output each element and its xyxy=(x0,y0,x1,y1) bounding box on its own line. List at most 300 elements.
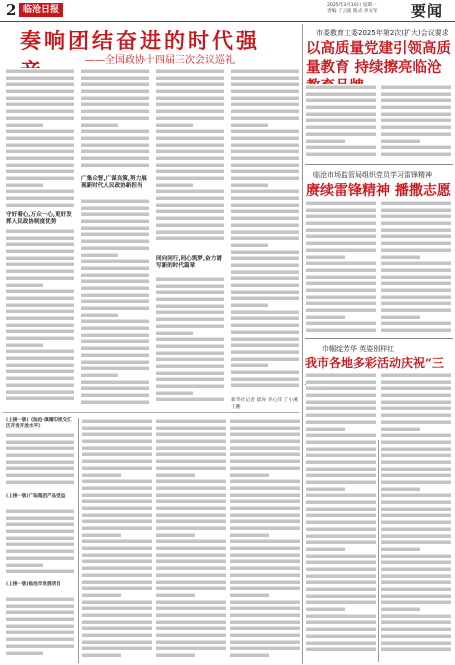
text-line xyxy=(82,451,152,458)
lead-subhead-3: 同向同行,同心筑梦,奋力谱写新的时代篇章 xyxy=(156,256,222,269)
text-line xyxy=(381,327,451,334)
text-line xyxy=(156,208,224,215)
text-line xyxy=(306,566,376,573)
text-line xyxy=(156,235,224,242)
text-line xyxy=(230,498,300,505)
text-line xyxy=(82,505,152,512)
text-line xyxy=(82,558,152,565)
text-line xyxy=(306,432,376,439)
text-line xyxy=(230,485,300,492)
short-item-heading: (上接一版)临沧市发展项目 xyxy=(6,582,61,587)
lead-subhead-2: 广集众智,广谋良策,努力展现新时代人民政协新担当 xyxy=(81,176,147,189)
text-line xyxy=(81,225,149,232)
text-line xyxy=(381,117,451,124)
text-line xyxy=(6,355,74,362)
right-mid-kicker: 临沧市场监管局组织党员学习雷锋精神 xyxy=(313,171,432,179)
text-line xyxy=(6,432,74,439)
text-line xyxy=(306,459,376,466)
text-line xyxy=(6,182,43,189)
text-line xyxy=(156,478,226,485)
text-line xyxy=(81,115,149,122)
text-line xyxy=(306,613,376,620)
text-line xyxy=(230,518,300,525)
text-line xyxy=(82,465,152,472)
paper-logo: 临沧日报 xyxy=(19,3,63,17)
text-line xyxy=(381,287,451,294)
text-line xyxy=(82,652,121,659)
text-line xyxy=(306,619,376,626)
text-line xyxy=(81,372,118,379)
text-line xyxy=(6,342,43,349)
text-line xyxy=(156,135,224,142)
text-line xyxy=(6,122,43,129)
text-line xyxy=(81,162,149,169)
text-line xyxy=(231,202,299,209)
text-line xyxy=(306,392,376,399)
text-line xyxy=(156,451,226,458)
text-line xyxy=(82,612,152,619)
text-line xyxy=(230,652,269,659)
text-line xyxy=(231,155,299,162)
text-line xyxy=(306,274,376,281)
text-line xyxy=(381,533,451,540)
text-line xyxy=(6,452,74,459)
text-line xyxy=(381,459,451,466)
text-line xyxy=(381,539,451,546)
text-line xyxy=(381,144,451,151)
text-line xyxy=(156,316,224,323)
text-line xyxy=(231,142,299,149)
text-line xyxy=(381,97,451,104)
date-line: 2025年3月10日 星期一 xyxy=(327,3,377,8)
text-line xyxy=(381,247,451,254)
text-line xyxy=(82,478,152,485)
text-line xyxy=(231,262,299,269)
text-line xyxy=(156,445,226,452)
text-line xyxy=(156,95,224,102)
text-line xyxy=(6,465,74,472)
text-line xyxy=(231,376,299,383)
text-line xyxy=(6,568,74,575)
text-line xyxy=(156,122,193,129)
text-line xyxy=(156,356,224,363)
text-line xyxy=(82,572,152,579)
text-line xyxy=(381,439,451,446)
text-line xyxy=(82,458,152,465)
right-bottom-kicker: 巾帼绽芳华 英姿别样红 xyxy=(322,345,395,353)
text-line xyxy=(381,506,451,513)
text-line xyxy=(306,144,376,151)
text-line xyxy=(231,242,268,249)
text-line xyxy=(306,385,376,392)
text-line xyxy=(381,111,451,118)
text-line xyxy=(81,245,149,252)
text-line xyxy=(156,512,226,519)
text-line xyxy=(6,515,74,522)
text-line xyxy=(381,553,451,560)
text-line xyxy=(231,195,299,202)
text-line xyxy=(230,592,269,599)
right-top-body xyxy=(381,84,451,162)
text-line xyxy=(81,101,149,108)
text-line xyxy=(231,329,299,336)
text-line xyxy=(231,295,299,302)
text-line xyxy=(381,294,451,301)
text-line xyxy=(6,609,74,616)
text-line xyxy=(230,532,269,539)
text-line xyxy=(82,579,152,586)
text-line xyxy=(306,499,376,506)
text-line xyxy=(381,626,451,633)
text-line xyxy=(231,122,268,129)
text-line xyxy=(381,452,451,459)
text-line xyxy=(156,343,224,350)
text-line xyxy=(6,101,74,108)
column-divider xyxy=(378,440,379,662)
text-line xyxy=(156,336,224,343)
text-line xyxy=(381,91,451,98)
text-line xyxy=(156,418,226,425)
text-line xyxy=(306,84,376,91)
text-line xyxy=(381,267,451,274)
short-item-heading: (上接一版)广临集团产品受益 xyxy=(6,494,66,499)
text-line xyxy=(81,231,149,238)
text-line xyxy=(82,518,152,525)
text-line xyxy=(81,211,149,218)
text-line xyxy=(156,88,224,95)
lead-headline: 奏响团结奋进的时代强 xyxy=(20,28,260,53)
text-line xyxy=(6,508,74,515)
text-line xyxy=(81,272,149,279)
text-line xyxy=(82,472,121,479)
right-top-headline: 以高质量党建引领高质量教育 持续擦亮临沧 xyxy=(306,40,451,76)
text-line xyxy=(156,465,226,472)
short-item-body xyxy=(6,508,74,578)
text-line xyxy=(156,168,224,175)
text-line xyxy=(306,646,376,653)
text-line xyxy=(6,162,74,169)
text-line xyxy=(231,255,299,262)
text-line xyxy=(6,302,74,309)
text-line xyxy=(156,195,224,202)
page-number: 2 xyxy=(6,1,17,19)
text-line xyxy=(306,446,376,453)
text-line xyxy=(306,573,376,580)
text-line xyxy=(156,75,224,82)
text-line xyxy=(156,101,224,108)
text-line xyxy=(381,274,451,281)
text-line xyxy=(231,322,299,329)
text-line xyxy=(306,260,376,267)
text-line xyxy=(6,115,74,122)
text-line xyxy=(6,168,74,175)
text-line xyxy=(81,218,149,225)
text-line xyxy=(81,148,149,155)
text-line xyxy=(156,605,226,612)
text-line xyxy=(156,612,226,619)
text-line xyxy=(6,155,74,162)
text-line xyxy=(82,525,152,532)
text-line xyxy=(156,330,193,337)
text-line xyxy=(230,558,300,565)
text-line xyxy=(81,81,149,88)
right-top-body xyxy=(306,84,376,162)
text-line xyxy=(6,348,74,355)
text-line xyxy=(82,532,121,539)
text-line xyxy=(231,336,299,343)
text-line xyxy=(381,512,451,519)
text-line xyxy=(156,202,224,209)
text-line xyxy=(306,97,376,104)
text-line xyxy=(156,552,226,559)
text-line xyxy=(306,254,345,261)
text-line xyxy=(230,645,300,652)
text-line xyxy=(156,431,226,438)
text-line xyxy=(381,207,451,214)
text-line xyxy=(81,198,149,205)
text-line xyxy=(306,593,376,600)
text-line xyxy=(81,265,149,272)
text-line xyxy=(156,162,224,169)
text-line xyxy=(306,486,345,493)
text-line xyxy=(381,559,451,566)
text-line xyxy=(381,486,420,493)
text-line xyxy=(156,525,226,532)
text-line xyxy=(231,175,299,182)
text-line xyxy=(6,248,74,255)
text-line xyxy=(6,288,74,295)
text-line xyxy=(306,247,376,254)
text-line xyxy=(381,227,451,234)
right-top-kicker: 市委教育工委2025年第2次(扩大)会议要求 xyxy=(316,29,449,37)
text-line xyxy=(156,115,224,122)
text-line xyxy=(81,312,118,319)
lead-body-column xyxy=(156,68,224,248)
text-line xyxy=(6,128,74,135)
text-line xyxy=(82,619,152,626)
text-line xyxy=(82,565,152,572)
text-line xyxy=(156,323,224,330)
short-item-body xyxy=(6,596,74,660)
text-line xyxy=(381,479,451,486)
text-line xyxy=(81,325,149,332)
text-line xyxy=(156,639,226,646)
text-line xyxy=(230,472,269,479)
text-line xyxy=(230,625,300,632)
text-line xyxy=(381,432,451,439)
text-line xyxy=(306,280,376,287)
text-line xyxy=(381,240,451,247)
text-line xyxy=(156,283,224,290)
text-line xyxy=(156,645,226,652)
text-line xyxy=(6,81,74,88)
text-line xyxy=(231,108,299,115)
text-line xyxy=(231,182,268,189)
text-line xyxy=(81,399,149,406)
text-line xyxy=(156,396,224,403)
text-line xyxy=(306,553,376,560)
text-line xyxy=(381,405,451,412)
text-line xyxy=(156,68,224,75)
text-line xyxy=(6,535,74,542)
text-line xyxy=(381,379,451,386)
text-line xyxy=(230,572,300,579)
text-line xyxy=(306,314,345,321)
text-line xyxy=(306,213,376,220)
text-line xyxy=(381,619,451,626)
text-line xyxy=(81,292,149,299)
text-line xyxy=(231,88,299,95)
text-line xyxy=(6,459,74,466)
text-line xyxy=(156,619,226,626)
text-line xyxy=(231,148,299,155)
text-line xyxy=(6,439,74,446)
text-line xyxy=(6,382,74,389)
text-line xyxy=(156,81,224,88)
text-line xyxy=(231,115,299,122)
continuation-column xyxy=(156,418,226,660)
text-line xyxy=(81,205,149,212)
lead-body-column xyxy=(81,68,149,174)
text-line xyxy=(6,368,74,375)
text-line xyxy=(81,135,149,142)
text-line xyxy=(6,135,74,142)
text-line xyxy=(230,585,300,592)
section-divider xyxy=(305,164,453,165)
text-line xyxy=(6,389,74,396)
text-line xyxy=(381,131,451,138)
right-mid-body xyxy=(306,200,376,336)
lead-byline: 新华社记者 翟涛 李心萍 丁小溪 王鹏 xyxy=(231,398,298,410)
text-line xyxy=(230,619,300,626)
text-line xyxy=(381,419,451,426)
text-line xyxy=(82,425,152,432)
text-line xyxy=(156,498,226,505)
text-line xyxy=(81,95,149,102)
text-line xyxy=(230,599,300,606)
right-bottom-body xyxy=(381,372,451,660)
text-line xyxy=(230,451,300,458)
text-line xyxy=(230,632,300,639)
text-line xyxy=(6,629,74,636)
text-line xyxy=(6,108,74,115)
text-line xyxy=(81,385,149,392)
text-line xyxy=(6,562,43,569)
text-line xyxy=(381,200,451,207)
text-line xyxy=(82,632,152,639)
text-line xyxy=(230,565,300,572)
text-line xyxy=(156,309,224,316)
text-line xyxy=(230,639,300,646)
text-line xyxy=(6,308,74,315)
text-line xyxy=(381,412,451,419)
text-line xyxy=(156,632,226,639)
text-line xyxy=(306,472,376,479)
text-line xyxy=(82,599,152,606)
text-line xyxy=(306,492,376,499)
text-line xyxy=(6,636,74,643)
text-line xyxy=(156,558,226,565)
section-title: 要闻 xyxy=(411,2,444,20)
text-line xyxy=(156,215,224,222)
text-line xyxy=(230,458,300,465)
text-line xyxy=(306,287,376,294)
text-line xyxy=(156,505,226,512)
text-line xyxy=(306,307,376,314)
text-line xyxy=(81,88,149,95)
text-line xyxy=(6,521,74,528)
text-line xyxy=(82,498,152,505)
text-line xyxy=(82,512,152,519)
text-line xyxy=(381,138,420,145)
text-line xyxy=(156,390,193,397)
text-line xyxy=(306,539,376,546)
short-item-body xyxy=(6,432,74,490)
continuation-column xyxy=(230,418,300,660)
text-line xyxy=(6,315,74,322)
text-line xyxy=(306,439,376,446)
text-line xyxy=(230,478,300,485)
right-mid-headline: 赓续雷锋精神 播撒志愿 xyxy=(306,183,451,199)
text-line xyxy=(231,81,299,88)
text-line xyxy=(381,104,451,111)
text-line xyxy=(6,362,74,369)
text-line xyxy=(230,438,300,445)
text-line xyxy=(6,68,74,75)
editor-line: 责编:丁云波 版式:李文军 xyxy=(327,9,378,14)
text-line xyxy=(156,438,226,445)
text-line xyxy=(6,295,74,302)
text-line xyxy=(306,626,376,633)
text-line xyxy=(306,151,376,158)
text-line xyxy=(156,289,224,296)
text-line xyxy=(81,142,149,149)
text-line xyxy=(81,278,149,285)
text-line xyxy=(306,419,376,426)
lead-subhead-1: 守好着心,万众一心,更好发挥人民政协制度优势 xyxy=(6,212,72,225)
text-line xyxy=(306,117,376,124)
text-line xyxy=(306,506,376,513)
text-line xyxy=(381,233,451,240)
text-line xyxy=(231,309,299,316)
text-line xyxy=(81,108,149,115)
text-line xyxy=(231,135,299,142)
text-line xyxy=(381,220,451,227)
lead-subhead: ——全国政协十四届三次会议巡礼 xyxy=(85,55,235,66)
text-line xyxy=(156,518,226,525)
text-line xyxy=(306,227,376,234)
text-line xyxy=(6,202,74,209)
text-line xyxy=(82,552,152,559)
text-line xyxy=(6,241,74,248)
text-line xyxy=(156,492,226,499)
text-line xyxy=(381,426,420,433)
text-line xyxy=(82,605,152,612)
text-line xyxy=(156,370,224,377)
text-line xyxy=(381,151,451,158)
text-line xyxy=(81,345,149,352)
text-line xyxy=(381,314,420,321)
text-line xyxy=(81,68,149,75)
text-line xyxy=(231,356,299,363)
text-line xyxy=(306,91,376,98)
text-line xyxy=(156,458,226,465)
text-line xyxy=(306,111,376,118)
text-line xyxy=(306,200,376,207)
text-line xyxy=(306,519,376,526)
text-line xyxy=(231,162,299,169)
text-line xyxy=(306,640,376,647)
